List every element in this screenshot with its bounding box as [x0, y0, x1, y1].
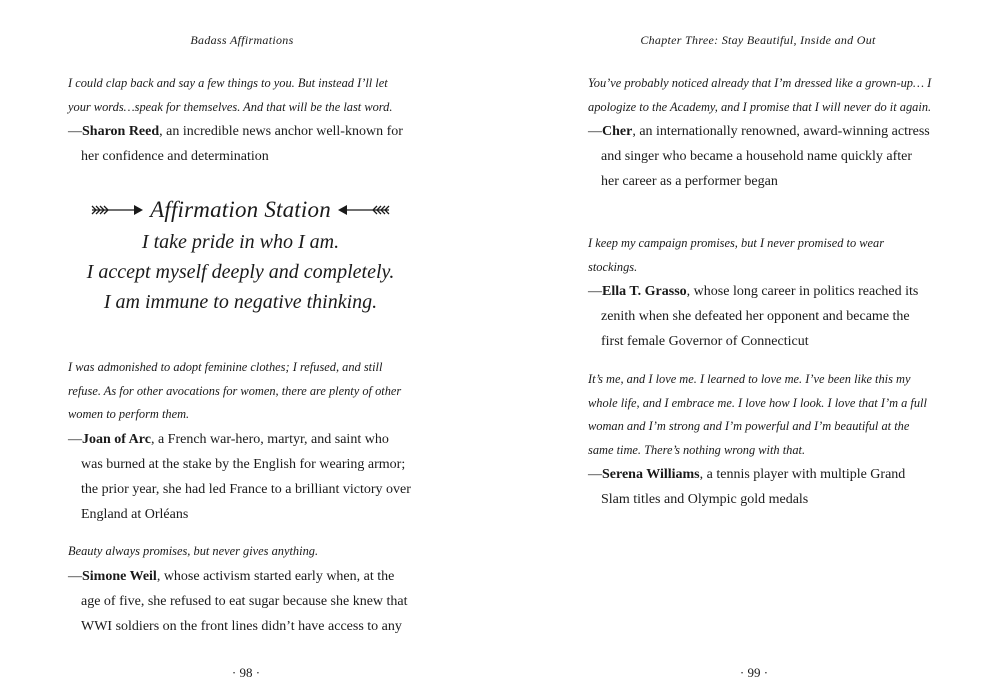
em-dash: —: [588, 284, 602, 299]
running-head-right: Chapter Three: Stay Beautiful, Inside and Out: [640, 33, 876, 47]
attribution: [68, 427, 413, 527]
em-dash: —: [68, 124, 82, 139]
quote-author: Serena Williams: [602, 467, 700, 482]
quote-text: I keep my campaign promises, but I never promised to wear stockings.: [588, 236, 885, 274]
quote-author: Cher: [602, 124, 633, 139]
attribution: [588, 119, 933, 194]
quote-entry: [68, 72, 413, 169]
page-number-right: · 99 ·: [739, 665, 769, 680]
attribution: [588, 462, 933, 512]
affirmation-station: [68, 193, 413, 317]
quote-author: Joan of Arc: [82, 431, 151, 447]
page-number-left: · 98 ·: [231, 665, 261, 680]
author-description: , whose long career in politics reached its zenith when she defeated her opponent and became the first female Governor of Connecticut: [601, 284, 919, 349]
em-dash: —: [68, 568, 82, 584]
quote-text: I was admonished to adopt feminine clothes; I refused, and still refuse. As for other avocations for women, there are plenty of other women to perform them.: [68, 360, 402, 421]
affirmation-line: I am immune to negative thinking.: [103, 291, 378, 313]
em-dash: —: [588, 124, 602, 139]
quote-text: You’ve probably noticed already that I’m dressed like a grown-up… I apologize to the Academy, and I promise that I will never do it again.: [588, 76, 932, 114]
quote-text: I could clap back and say a few things to you. But instead I’ll let your words…speak for themselves. And that will be the last word.: [68, 76, 393, 114]
right-page: [500, 0, 1000, 700]
affirmation-line: I accept myself deeply and completely.: [86, 261, 395, 283]
attribution: [68, 564, 413, 639]
quote-text: It’s me, and I love me. I learned to love me. I’ve been like this my whole life, and I embrace me. I love how I look. I love that I’m a full woman and I’m strong and I’m powerful and I’m beautiful at the same time. There’s nothing wrong with that.: [588, 372, 927, 457]
author-description: , a French war-hero, martyr, and saint who was burned at the stake by the English for wearing armor; the prior year, she had led France to a brilliant victory over England at Orléans: [81, 431, 411, 522]
quote-entry: [588, 368, 933, 512]
quote-entry: [588, 72, 933, 194]
quote-author: Ella T. Grasso: [602, 284, 687, 299]
quote-entry: [588, 232, 933, 354]
quote-entry: [68, 540, 413, 639]
affirmation-line: I take pride in who I am.: [141, 231, 340, 253]
quote-entry: [68, 356, 413, 527]
author-description: , an internationally renowned, award-winning actress and singer who became a household name quickly after her career as a performer began: [601, 124, 930, 189]
affirmation-title-text: Affirmation Station: [150, 197, 331, 222]
attribution: [588, 279, 933, 354]
arrow-right-icon: [90, 203, 144, 217]
author-description: , whose activism started early when, at the age of five, she refused to eat sugar because she knew that WWI soldiers on the front lines didn’t have access to any: [81, 568, 408, 634]
arrow-left-icon: [337, 203, 391, 217]
author-description: , a tennis player with multiple Grand Slam titles and Olympic gold medals: [601, 467, 906, 507]
quote-text: Beauty always promises, but never gives anything.: [68, 544, 319, 558]
affirmation-title: [68, 193, 413, 227]
quote-author: Sharon Reed: [82, 124, 160, 139]
running-head-left: Badass Affirmations: [190, 33, 294, 47]
author-description: , an incredible news anchor well-known for her confidence and determination: [81, 124, 403, 164]
quote-author: Simone Weil: [82, 568, 157, 584]
em-dash: —: [68, 431, 82, 447]
em-dash: —: [588, 467, 602, 482]
attribution: [68, 119, 413, 169]
